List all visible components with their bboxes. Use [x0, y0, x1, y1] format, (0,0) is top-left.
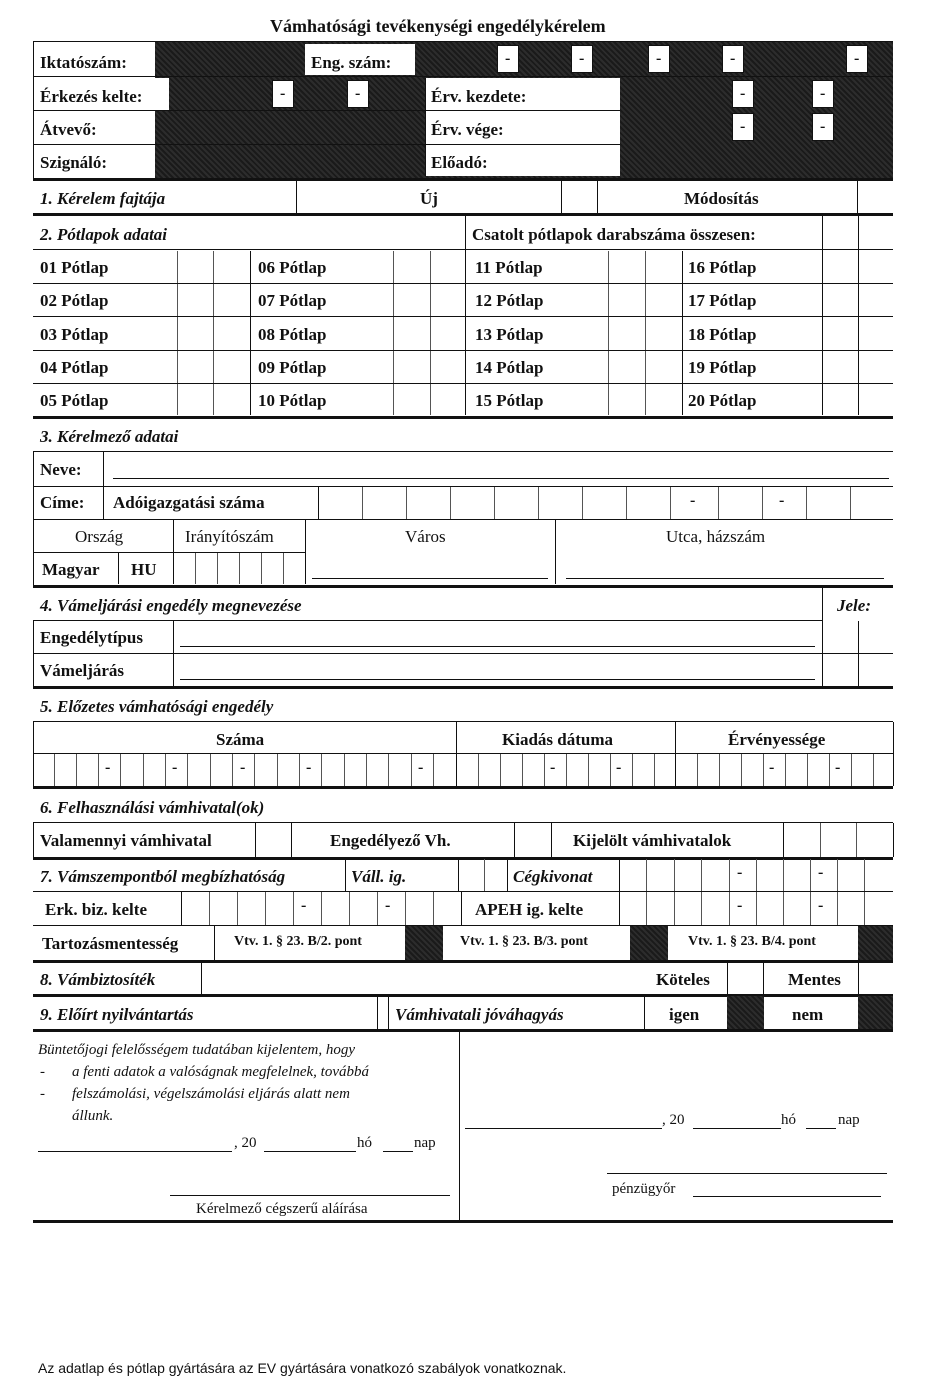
- potlap-12: 12 Pótlap: [475, 291, 544, 310]
- declaration-bullet1: a fenti adatok a valóságnak megfelelnek, továbbá: [72, 1064, 370, 1080]
- vtv-b2-box[interactable]: [405, 926, 443, 960]
- magyar-value: Magyar: [42, 560, 100, 579]
- modositas-label: Módosítás: [684, 189, 759, 208]
- igen-box[interactable]: [727, 996, 764, 1029]
- footer-note: Az adatlap és pótlap gyártására az EV gyártására vonatkozó szabályok vonatkoznak.: [38, 1360, 567, 1376]
- potlap-10: 10 Pótlap: [258, 391, 327, 410]
- potlap-20: 20 Pótlap: [688, 391, 757, 410]
- uj-checkbox[interactable]: [562, 180, 597, 213]
- jele-label: Jele:: [837, 596, 871, 615]
- kijelolt-label: Kijelölt vámhivatalok: [573, 831, 732, 850]
- koteles-checkbox[interactable]: [728, 962, 763, 994]
- erv-kezdete-label: Érv. kezdete:: [431, 87, 527, 106]
- vameljaras-label: Vámeljárás: [40, 661, 125, 680]
- vtv-b4-box[interactable]: [858, 926, 893, 960]
- hu-value: HU: [131, 560, 157, 579]
- nem-label: nem: [792, 1005, 824, 1024]
- potlap-06: 06 Pótlap: [258, 258, 327, 277]
- mentes-checkbox[interactable]: [859, 962, 893, 994]
- penzugyor-label: pénzügyőr: [612, 1181, 676, 1197]
- cime-label: Címe:: [40, 493, 85, 512]
- date-nap-input[interactable]: [383, 1151, 413, 1152]
- potlap-08: 08 Pótlap: [258, 325, 327, 344]
- szignalo-label: Szignáló:: [40, 153, 108, 172]
- vall-ig-label: Váll. ig.: [351, 867, 407, 886]
- signature-line[interactable]: [170, 1195, 450, 1196]
- adoig-label: Adóigazgatási száma: [113, 493, 265, 512]
- nem-box[interactable]: [858, 996, 893, 1029]
- nyilvantartas-checkbox[interactable]: [378, 996, 388, 1029]
- potlap-03: 03 Pótlap: [40, 325, 109, 344]
- erv-vege-label: Érv. vége:: [431, 120, 504, 139]
- eng-szam-label: Eng. szám:: [311, 53, 392, 72]
- vameljaras-input[interactable]: [180, 679, 815, 680]
- potlap-02: 02 Pótlap: [40, 291, 109, 310]
- section-7-title: 7. Vámszempontból megbízhatóság: [40, 867, 286, 886]
- jovahagyas-label: Vámhivatali jóváhagyás: [395, 1005, 564, 1024]
- atvevo-label: Átvevő:: [40, 120, 97, 139]
- ervenyesseg-label: Érvényessége: [728, 730, 826, 749]
- iranyitoszam-label: Irányítószám: [185, 527, 274, 546]
- tartozas-label: Tartozásmentesség: [42, 934, 179, 953]
- vtv-b3-box[interactable]: [630, 926, 668, 960]
- section-3-title: 3. Kérelmező adatai: [40, 427, 179, 446]
- form-title: Vámhatósági tevékenységi engedélykérelem: [270, 16, 606, 36]
- koteles-label: Köteles: [656, 970, 710, 989]
- utca-input[interactable]: [566, 578, 884, 579]
- orszag-label: Ország: [75, 527, 124, 546]
- szama-label: Száma: [216, 730, 265, 749]
- utca-label: Utca, házszám: [666, 527, 766, 546]
- vtv-b4-label: Vtv. 1. § 23. B/4. pont: [688, 934, 816, 949]
- vtv-b3-label: Vtv. 1. § 23. B/3. pont: [460, 934, 588, 949]
- valamennyi-label: Valamennyi vámhivatal: [40, 831, 212, 850]
- right-date-ho-input[interactable]: [693, 1128, 781, 1129]
- potlap-14: 14 Pótlap: [475, 358, 544, 377]
- right-place-date-input[interactable]: [465, 1128, 662, 1129]
- section-8-title: 8. Vámbiztosíték: [40, 970, 156, 989]
- potlap-04: 04 Pótlap: [40, 358, 109, 377]
- erk-biz-label: Erk. biz. kelte: [45, 900, 147, 919]
- potlap-17: 17 Pótlap: [688, 291, 757, 310]
- eloado-label: Előadó:: [431, 153, 488, 172]
- csatolt-label: Csatolt pótlapok darabszáma összesen:: [472, 225, 756, 244]
- modositas-checkbox[interactable]: [858, 180, 893, 213]
- cegkivonat-label: Cégkivonat: [513, 867, 593, 886]
- potlap-18: 18 Pótlap: [688, 325, 757, 344]
- engedelytipus-label: Engedélytípus: [40, 628, 143, 647]
- section-6-title: 6. Felhasználási vámhivatal(ok): [40, 798, 265, 817]
- signature-label: Kérelmező cégszerű aláírása: [196, 1201, 368, 1217]
- potlap-11: 11 Pótlap: [475, 258, 543, 277]
- neve-label: Neve:: [40, 460, 82, 479]
- neve-input[interactable]: [113, 478, 889, 479]
- section-9-title: 9. Előírt nyilvántartás: [40, 1005, 194, 1024]
- section-1-title: 1. Kérelem fajtája: [40, 189, 166, 208]
- place-date-input[interactable]: [38, 1151, 232, 1152]
- engedelyezo-checkbox[interactable]: [515, 823, 551, 857]
- kiadas-label: Kiadás dátuma: [502, 730, 613, 749]
- declaration-bullet2: felszámolási, végelszámolási eljárás alatt nem: [72, 1086, 350, 1102]
- section-4-title: 4. Vámeljárási engedély megnevezése: [40, 596, 302, 615]
- uj-label: Új: [420, 189, 438, 208]
- section-2-title: 2. Pótlapok adatai: [40, 225, 168, 244]
- varos-label: Város: [405, 527, 446, 546]
- potlap-19: 19 Pótlap: [688, 358, 757, 377]
- potlap-05: 05 Pótlap: [40, 391, 109, 410]
- customs-permit-form: Vámhatósági tevékenységi engedélykérelem - - - - - - - - - - - Iktatószám: Eng. szám: Érkezés kelte: Érv. kezdete: Átvevő: Érv. vége: Szignáló: Előadó: 1. Kérelem fajtája Új Módosítás 2. Pótlapok adatai Csatolt pótlapok darabszáma összesen: 01 Pótlap 02 Pótlap 03 Pótlap 04 Pótlap 05 Pótlap 06 Pótlap 07 Pótlap 08 Pótlap 09 Pótlap 10 Pótlap 11 Pótlap 12 Pótlap 13 Pótlap 14 Pótlap 15 Pótlap 16 Pótlap 17 Pótlap 18 Pótlap 19 Pótlap 20 Pótlap 3. Kérelmező adatai Neve: Címe: Adóigazgatási száma - - Ország Irányítószám Város Utca, házszám Magyar HU 4. Vámeljárási engedély megnevezése Jele: Engedélytípus Vámeljárás 5. Előzetes vámhatósági engedély Száma Kiadás dátuma Érvényessége - - - - - - - - - 6. Felhasználási vámhivatal(ok) Valamennyi vámhivatal Engedélyező Vh. Kijelölt vámhivatalok 7. Vámszempontból megbízhatóság Váll. ig. Cégkivonat - - Erk. biz. kelte - - APEH ig. kelte - - Tartozásmentesség Vtv. 1. § 23. B/2. pont Vtv. 1. § 23. B/3. pont Vtv. 1. § 23. B/4. pont 8. Vámbiztosíték Köteles Mentes 9. Előírt nyilvántartás Vámhivatali jóváhagyás igen nem Büntetőjogi felelősségem tudatában kijelentem, hogy - a fenti adatok a valóságnak megfelelnek, továbbá - felszámolási, végelszámolási eljárás alatt nem állunk. , 20 hó nap Kérelmező cégszerű aláírása , 20 hó nap pénzügyőr Az adatlap és pótlap gyártására az EV gyártására vonatkozó szabályok vonatkoznak.: [0, 0, 926, 1398]
- iktatoszam-label: Iktatószám:: [40, 53, 127, 72]
- penzugyor-input[interactable]: [693, 1196, 881, 1197]
- engedelyezo-label: Engedélyező Vh.: [330, 831, 451, 850]
- erkezes-kelte-label: Érkezés kelte:: [40, 87, 143, 106]
- apeh-label: APEH ig. kelte: [475, 900, 584, 919]
- engedelytipus-input[interactable]: [180, 646, 815, 647]
- right-date-nap-input[interactable]: [806, 1128, 836, 1129]
- date-ho-input[interactable]: [264, 1151, 356, 1152]
- declaration-bullet2-cont: állunk.: [72, 1108, 114, 1124]
- potlap-01: 01 Pótlap: [40, 258, 109, 277]
- official-signature-line[interactable]: [607, 1173, 887, 1174]
- potlap-09: 09 Pótlap: [258, 358, 327, 377]
- potlap-16: 16 Pótlap: [688, 258, 757, 277]
- vtv-b2-label: Vtv. 1. § 23. B/2. pont: [234, 934, 362, 949]
- varos-input[interactable]: [312, 578, 548, 579]
- potlap-15: 15 Pótlap: [475, 391, 544, 410]
- valamennyi-checkbox[interactable]: [256, 823, 291, 857]
- igen-label: igen: [669, 1005, 700, 1024]
- potlap-13: 13 Pótlap: [475, 325, 544, 344]
- section-5-title: 5. Előzetes vámhatósági engedély: [40, 697, 274, 716]
- declaration-line1: Büntetőjogi felelősségem tudatában kijelentem, hogy: [38, 1042, 356, 1058]
- mentes-label: Mentes: [788, 970, 841, 989]
- potlap-07: 07 Pótlap: [258, 291, 327, 310]
